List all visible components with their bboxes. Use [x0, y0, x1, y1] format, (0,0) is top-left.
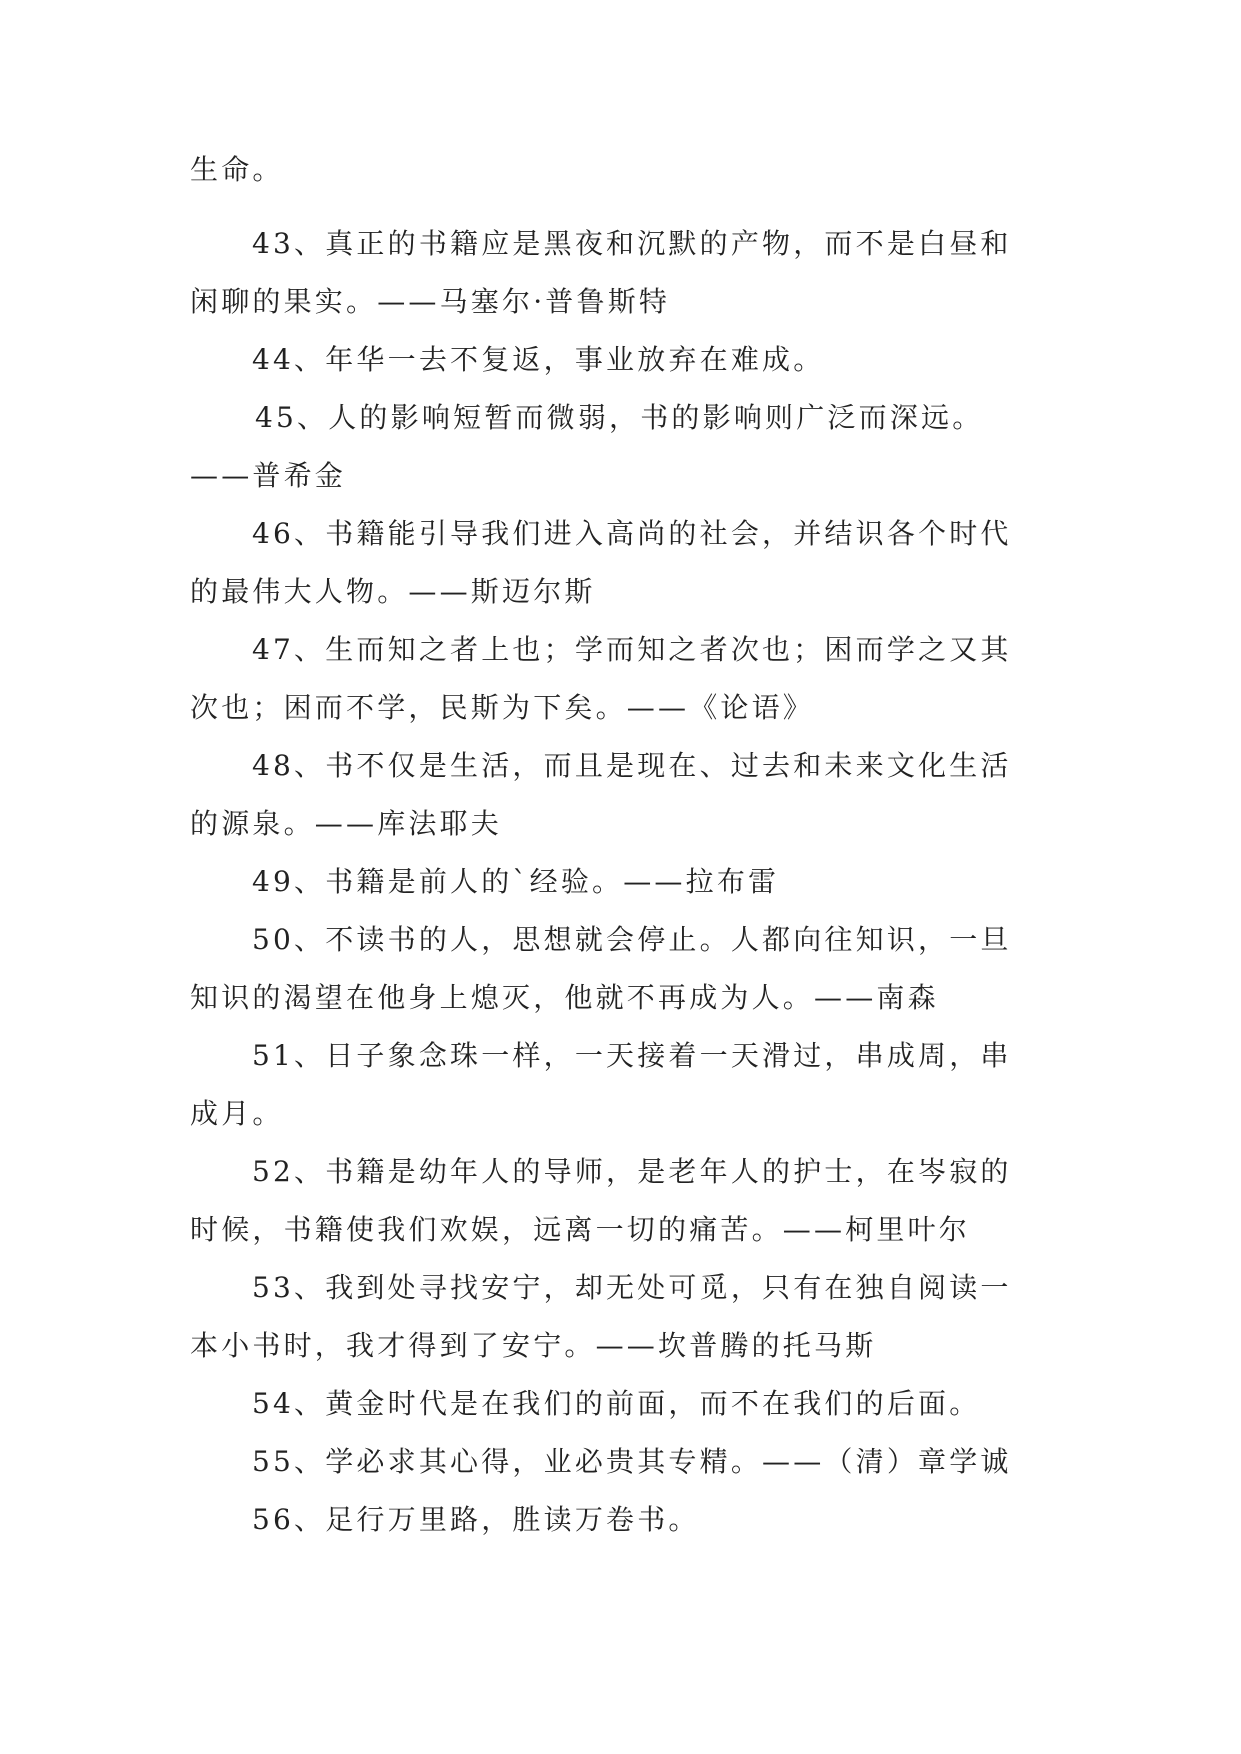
text-line-7: 46、书籍能引导我们进入高尚的社会，并结识各个时代 — [252, 517, 1012, 550]
text-line-8: 的最伟大人物。——斯迈尔斯 — [190, 575, 596, 608]
text-line-11: 48、书不仅是生活，而且是现在、过去和未来文化生活 — [252, 749, 1012, 782]
text-line-21: 本小书时，我才得到了安宁。——坎普腾的托马斯 — [190, 1329, 877, 1362]
text-line-20: 53、我到处寻找安宁，却无处可觅，只有在独自阅读一 — [252, 1271, 1012, 1304]
text-line-12: 的源泉。——库法耶夫 — [190, 807, 503, 840]
text-line-2: 43、真正的书籍应是黑夜和沉默的产物，而不是白昼和 — [252, 227, 1012, 260]
text-line-22: 54、黄金时代是在我们的前面，而不在我们的后面。 — [252, 1387, 981, 1420]
text-line-19: 时候，书籍使我们欢娱，远离一切的痛苦。——柯里叶尔 — [190, 1213, 971, 1246]
text-line-9: 47、生而知之者上也；学而知之者次也；困而学之又其 — [252, 633, 1012, 666]
text-line-17: 成月。 — [190, 1097, 284, 1130]
text-line-23: 55、学必求其心得，业必贵其专精。——（清）章学诚 — [252, 1445, 1012, 1478]
text-line-14: 50、不读书的人，思想就会停止。人都向往知识，一旦 — [252, 923, 1012, 956]
text-line-18: 52、书籍是幼年人的导师，是老年人的护士，在岑寂的 — [252, 1155, 1012, 1188]
text-line-1: 生命。 — [190, 153, 284, 186]
text-line-4: 44、年华一去不复返，事业放弃在难成。 — [252, 343, 825, 376]
text-line-16: 51、日子象念珠一样，一天接着一天滑过，串成周，串 — [252, 1039, 1012, 1072]
text-line-3: 闲聊的果实。——马塞尔·普鲁斯特 — [190, 285, 671, 318]
text-line-10: 次也；困而不学，民斯为下矣。——《论语》 — [190, 691, 815, 724]
text-line-15: 知识的渴望在他身上熄灭，他就不再成为人。——南森 — [190, 981, 939, 1014]
text-line-6: ——普希金 — [190, 459, 347, 492]
text-line-5: 45、人的影响短暂而微弱，书的影响则广泛而深远。 — [255, 401, 984, 434]
text-line-24: 56、足行万里路，胜读万卷书。 — [252, 1503, 700, 1536]
text-line-13: 49、书籍是前人的`经验。——拉布雷 — [252, 865, 780, 898]
